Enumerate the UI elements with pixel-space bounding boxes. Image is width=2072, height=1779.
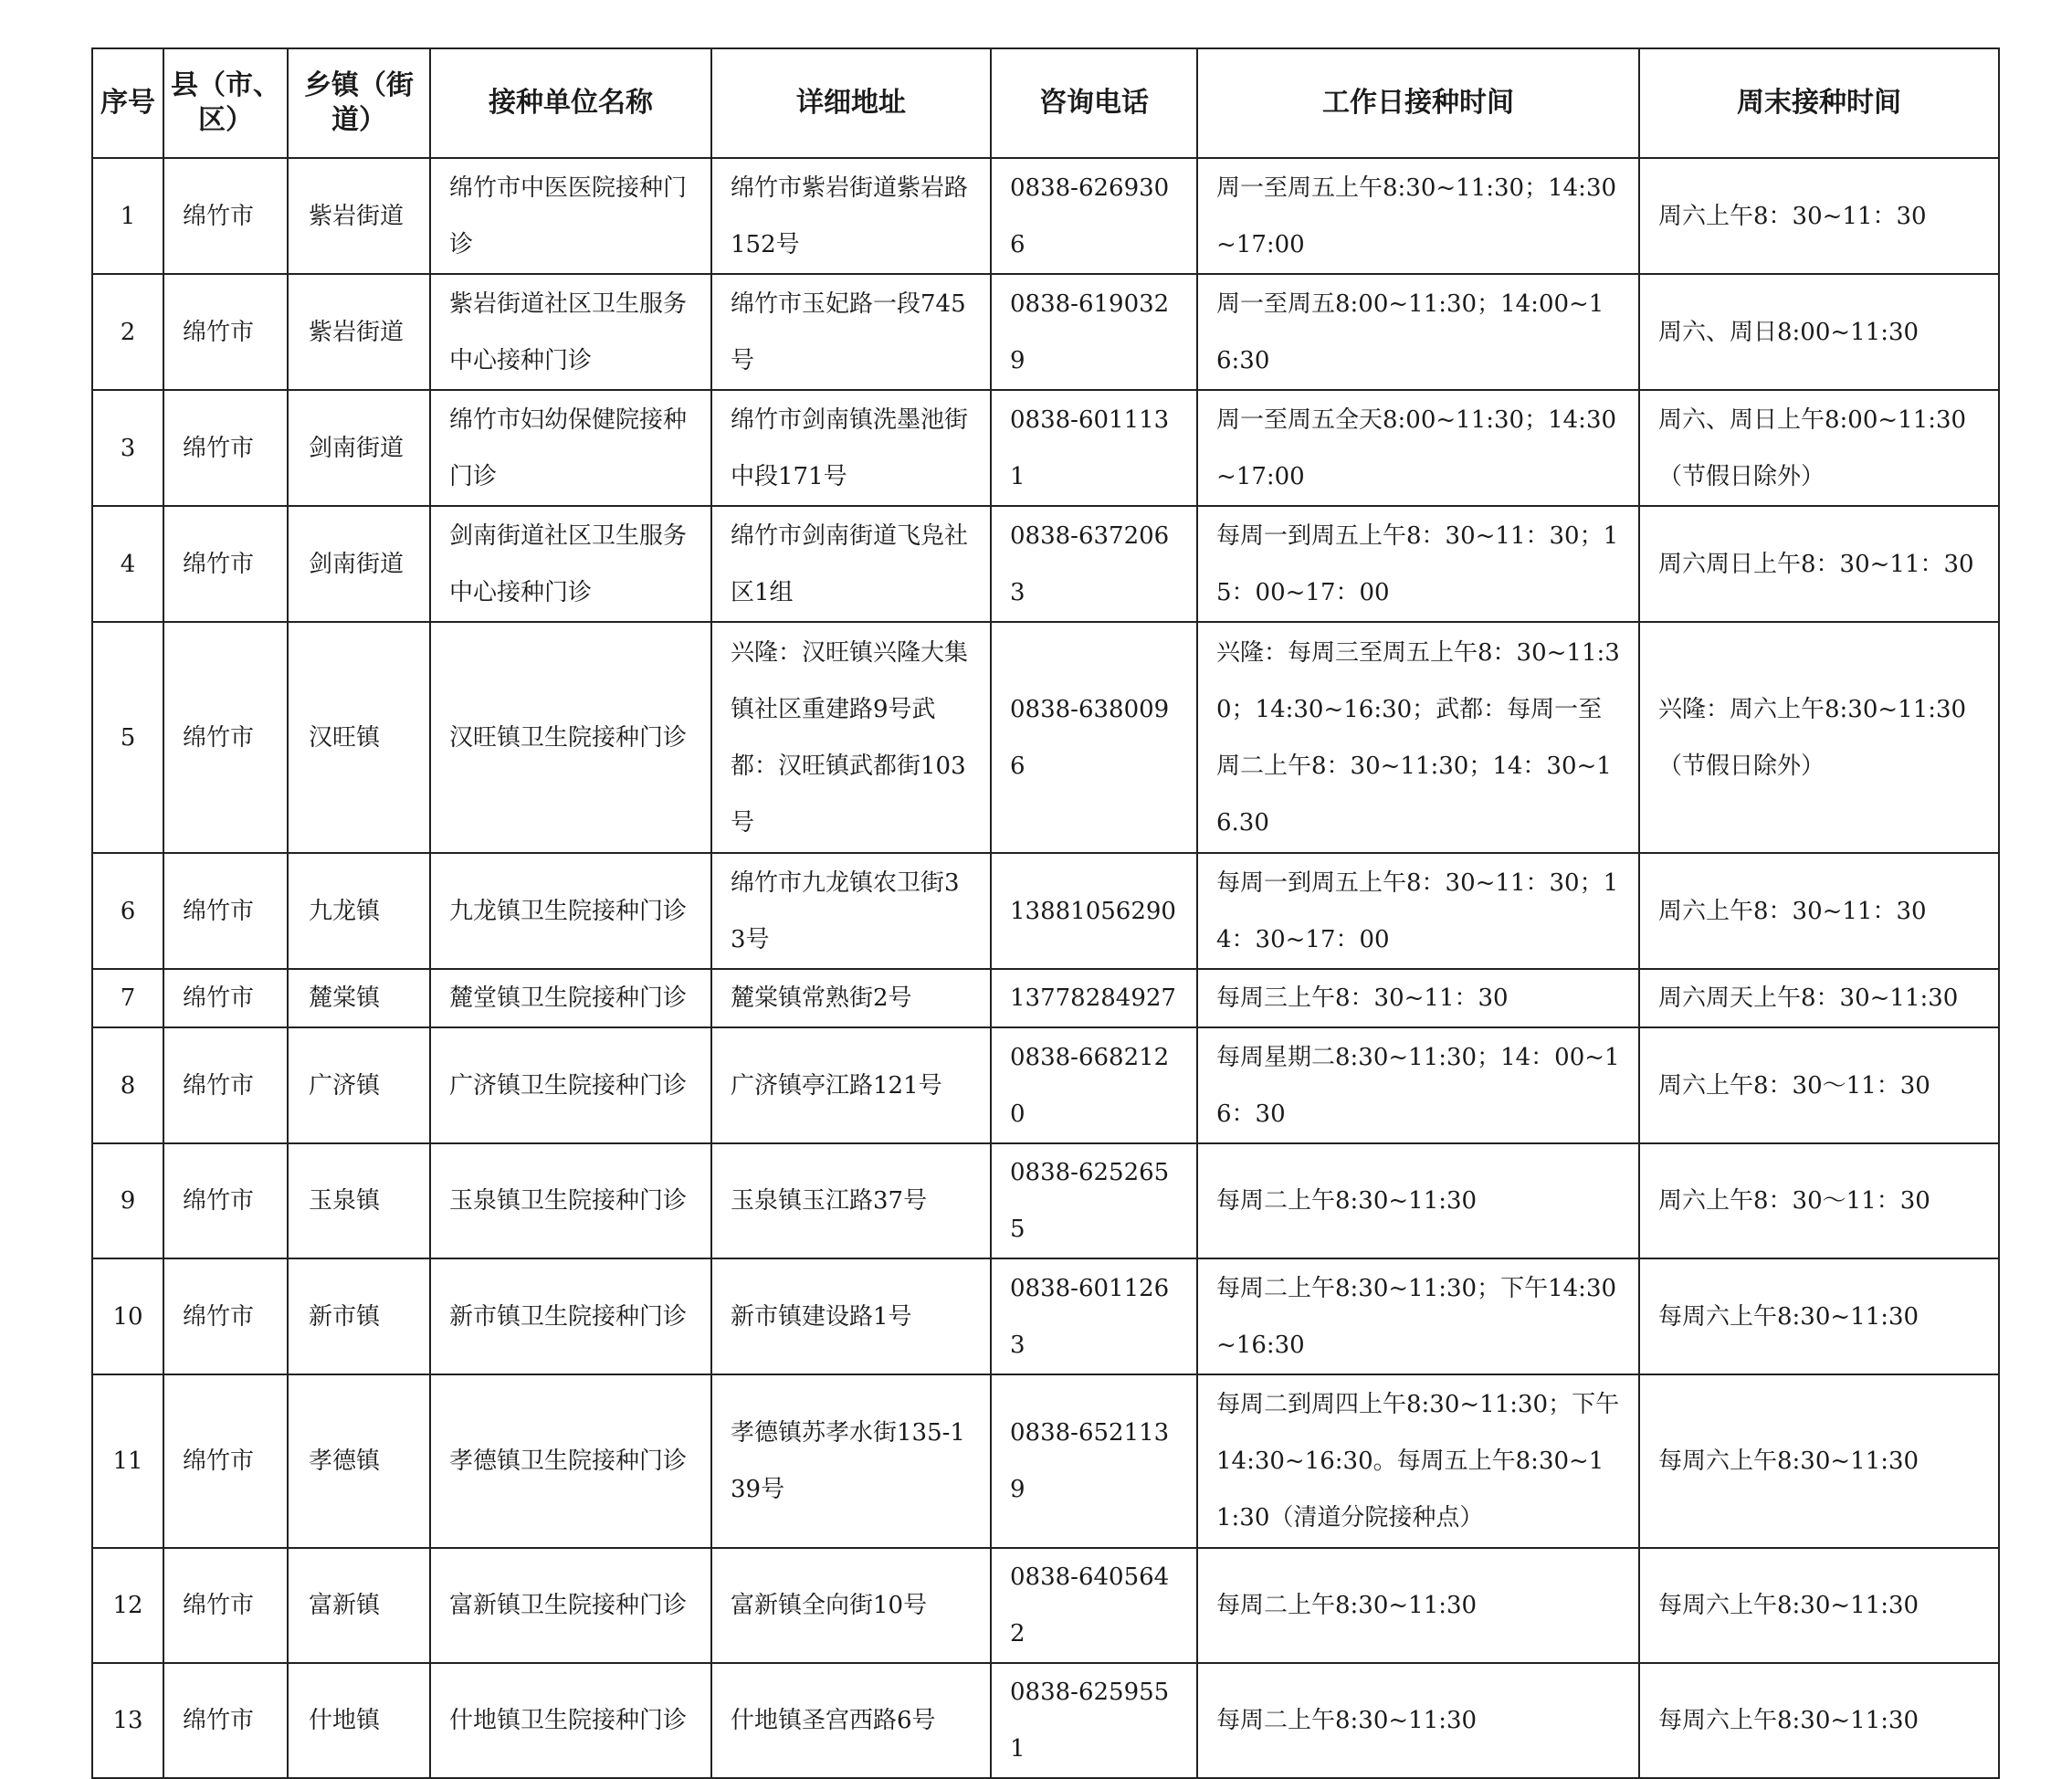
table-row [92,1027,1999,1143]
cell-seq: 8 [92,1027,163,1143]
cell-weekday-hours: 兴隆：每周三至周五上午8：30~11:30；14:30~16:30；武都：每周一至周二上午8：30~11:30；14：30~16.30 [1197,622,1639,853]
table-row [92,622,1999,853]
cell-county: 绵竹市 [163,1143,288,1258]
cell-seq: 10 [92,1258,163,1374]
cell-phone: 13778284927 [991,969,1197,1027]
cell-town: 孝德镇 [288,1374,430,1548]
table-row [92,1663,1999,1778]
cell-weekday-hours: 每周二到周四上午8:30~11:30；下午14:30~16:30。每周五上午8:30~11:30（清道分院接种点） [1197,1374,1639,1548]
cell-weekend-hours: 每周六上午8:30~11:30 [1639,1663,1999,1778]
cell-county: 绵竹市 [163,390,288,506]
cell-county: 绵竹市 [163,274,288,390]
header-weekday-hours: 工作日接种时间 [1197,48,1639,158]
cell-address: 绵竹市剑南镇洗墨池街中段171号 [711,390,991,506]
cell-unit-name: 汉旺镇卫生院接种门诊 [430,622,711,853]
cell-seq: 7 [92,969,163,1027]
cell-weekend-hours: 周六上午8：30~11：30 [1639,158,1999,274]
cell-weekend-hours: 每周六上午8:30~11:30 [1639,1258,1999,1374]
cell-weekend-hours: 周六、周日8:00~11:30 [1639,274,1999,390]
cell-unit-name: 什地镇卫生院接种门诊 [430,1663,711,1778]
cell-unit-name: 广济镇卫生院接种门诊 [430,1027,711,1143]
cell-county: 绵竹市 [163,1663,288,1778]
cell-seq: 13 [92,1663,163,1778]
cell-phone: 0838-6011263 [991,1258,1197,1374]
cell-seq: 11 [92,1374,163,1548]
cell-weekday-hours: 周一至周五8:00~11:30；14:00~16:30 [1197,274,1639,390]
table-row [92,969,1999,1027]
cell-town: 剑南街道 [288,506,430,622]
cell-weekday-hours: 周一至周五全天8:00~11:30；14:30~17:00 [1197,390,1639,506]
cell-address: 孝德镇苏孝水街135-139号 [711,1374,991,1548]
cell-seq: 3 [92,390,163,506]
cell-seq: 1 [92,158,163,274]
cell-weekend-hours: 周六上午8：30～11：30 [1639,1143,1999,1258]
cell-town: 紫岩街道 [288,158,430,274]
cell-phone: 0838-6372063 [991,506,1197,622]
cell-weekday-hours: 周一至周五上午8:30~11:30；14:30~17:00 [1197,158,1639,274]
cell-phone: 0838-6682120 [991,1027,1197,1143]
table-row [92,1548,1999,1663]
cell-unit-name: 紫岩街道社区卫生服务中心接种门诊 [430,274,711,390]
header-phone: 咨询电话 [991,48,1197,158]
cell-unit-name: 富新镇卫生院接种门诊 [430,1548,711,1663]
cell-unit-name: 剑南街道社区卫生服务中心接种门诊 [430,506,711,622]
cell-phone: 0838-6405642 [991,1548,1197,1663]
cell-weekend-hours: 周六周天上午8：30~11:30 [1639,969,1999,1027]
header-unit-name: 接种单位名称 [430,48,711,158]
table-row [92,853,1999,969]
cell-address: 绵竹市九龙镇农卫街33号 [711,853,991,969]
header-town: 乡镇（街道） [288,48,430,158]
cell-weekend-hours: 周六周日上午8：30~11：30 [1639,506,1999,622]
table-row [92,1258,1999,1374]
table-row [92,274,1999,390]
cell-town: 麓棠镇 [288,969,430,1027]
cell-county: 绵竹市 [163,853,288,969]
cell-county: 绵竹市 [163,1374,288,1548]
cell-weekend-hours: 每周六上午8:30~11:30 [1639,1548,1999,1663]
cell-phone: 0838-6269306 [991,158,1197,274]
cell-weekday-hours: 每周二上午8:30~11:30 [1197,1663,1639,1778]
table-row [92,158,1999,274]
cell-town: 富新镇 [288,1548,430,1663]
cell-town: 汉旺镇 [288,622,430,853]
cell-phone: 13881056290 [991,853,1197,969]
cell-county: 绵竹市 [163,506,288,622]
cell-address: 玉泉镇玉江路37号 [711,1143,991,1258]
cell-weekday-hours: 每周星期二8:30~11:30；14：00~16：30 [1197,1027,1639,1143]
cell-weekend-hours: 每周六上午8:30~11:30 [1639,1374,1999,1548]
cell-phone: 0838-6380096 [991,622,1197,853]
cell-address: 新市镇建设路1号 [711,1258,991,1374]
cell-seq: 5 [92,622,163,853]
cell-seq: 12 [92,1548,163,1663]
header-weekend-hours: 周末接种时间 [1639,48,1999,158]
cell-town: 九龙镇 [288,853,430,969]
vaccination-sites-table [91,47,2000,1779]
cell-unit-name: 九龙镇卫生院接种门诊 [430,853,711,969]
table-row [92,390,1999,506]
cell-county: 绵竹市 [163,622,288,853]
cell-phone: 0838-6521139 [991,1374,1197,1548]
cell-county: 绵竹市 [163,969,288,1027]
cell-weekday-hours: 每周二上午8:30~11:30 [1197,1548,1639,1663]
cell-unit-name: 玉泉镇卫生院接种门诊 [430,1143,711,1258]
cell-county: 绵竹市 [163,1027,288,1143]
cell-weekday-hours: 每周二上午8:30~11:30；下午14:30~16:30 [1197,1258,1639,1374]
cell-weekday-hours: 每周一到周五上午8：30~11：30；15：00~17：00 [1197,506,1639,622]
header-row [92,48,1999,158]
cell-seq: 2 [92,274,163,390]
cell-town: 广济镇 [288,1027,430,1143]
cell-weekend-hours: 周六、周日上午8:00~11:30（节假日除外） [1639,390,1999,506]
cell-seq: 6 [92,853,163,969]
cell-address: 绵竹市玉妃路一段745号 [711,274,991,390]
cell-county: 绵竹市 [163,1258,288,1374]
table-row [92,1374,1999,1548]
header-seq: 序号 [92,48,163,158]
cell-town: 剑南街道 [288,390,430,506]
cell-town: 紫岩街道 [288,274,430,390]
cell-unit-name: 绵竹市妇幼保健院接种门诊 [430,390,711,506]
cell-weekend-hours: 周六上午8：30～11：30 [1639,1027,1999,1143]
cell-address: 富新镇全向街10号 [711,1548,991,1663]
cell-address: 麓棠镇常熟街2号 [711,969,991,1027]
cell-unit-name: 麓堂镇卫生院接种门诊 [430,969,711,1027]
header-address: 详细地址 [711,48,991,158]
table-row [92,1143,1999,1258]
cell-address: 绵竹市剑南街道飞凫社区1组 [711,506,991,622]
cell-seq: 4 [92,506,163,622]
cell-town: 什地镇 [288,1663,430,1778]
cell-seq: 9 [92,1143,163,1258]
cell-address: 绵竹市紫岩街道紫岩路152号 [711,158,991,274]
cell-town: 玉泉镇 [288,1143,430,1258]
cell-phone: 0838-6259551 [991,1663,1197,1778]
cell-phone: 0838-6190329 [991,274,1197,390]
cell-phone: 0838-6011131 [991,390,1197,506]
cell-weekday-hours: 每周三上午8：30~11：30 [1197,969,1639,1027]
cell-phone: 0838-6252655 [991,1143,1197,1258]
header-county: 县（市、区） [163,48,288,158]
cell-address: 什地镇圣宫西路6号 [711,1663,991,1778]
cell-unit-name: 新市镇卫生院接种门诊 [430,1258,711,1374]
cell-weekday-hours: 每周二上午8:30~11:30 [1197,1143,1639,1258]
cell-county: 绵竹市 [163,158,288,274]
cell-weekday-hours: 每周一到周五上午8：30~11：30；14：30~17：00 [1197,853,1639,969]
cell-county: 绵竹市 [163,1548,288,1663]
cell-weekend-hours: 兴隆：周六上午8:30~11:30（节假日除外） [1639,622,1999,853]
table-row [92,506,1999,622]
cell-unit-name: 孝德镇卫生院接种门诊 [430,1374,711,1548]
cell-unit-name: 绵竹市中医医院接种门诊 [430,158,711,274]
cell-town: 新市镇 [288,1258,430,1374]
cell-address: 广济镇亭江路121号 [711,1027,991,1143]
cell-weekend-hours: 周六上午8：30~11：30 [1639,853,1999,969]
cell-address: 兴隆：汉旺镇兴隆大集镇社区重建路9号武都：汉旺镇武都街103号 [711,622,991,853]
